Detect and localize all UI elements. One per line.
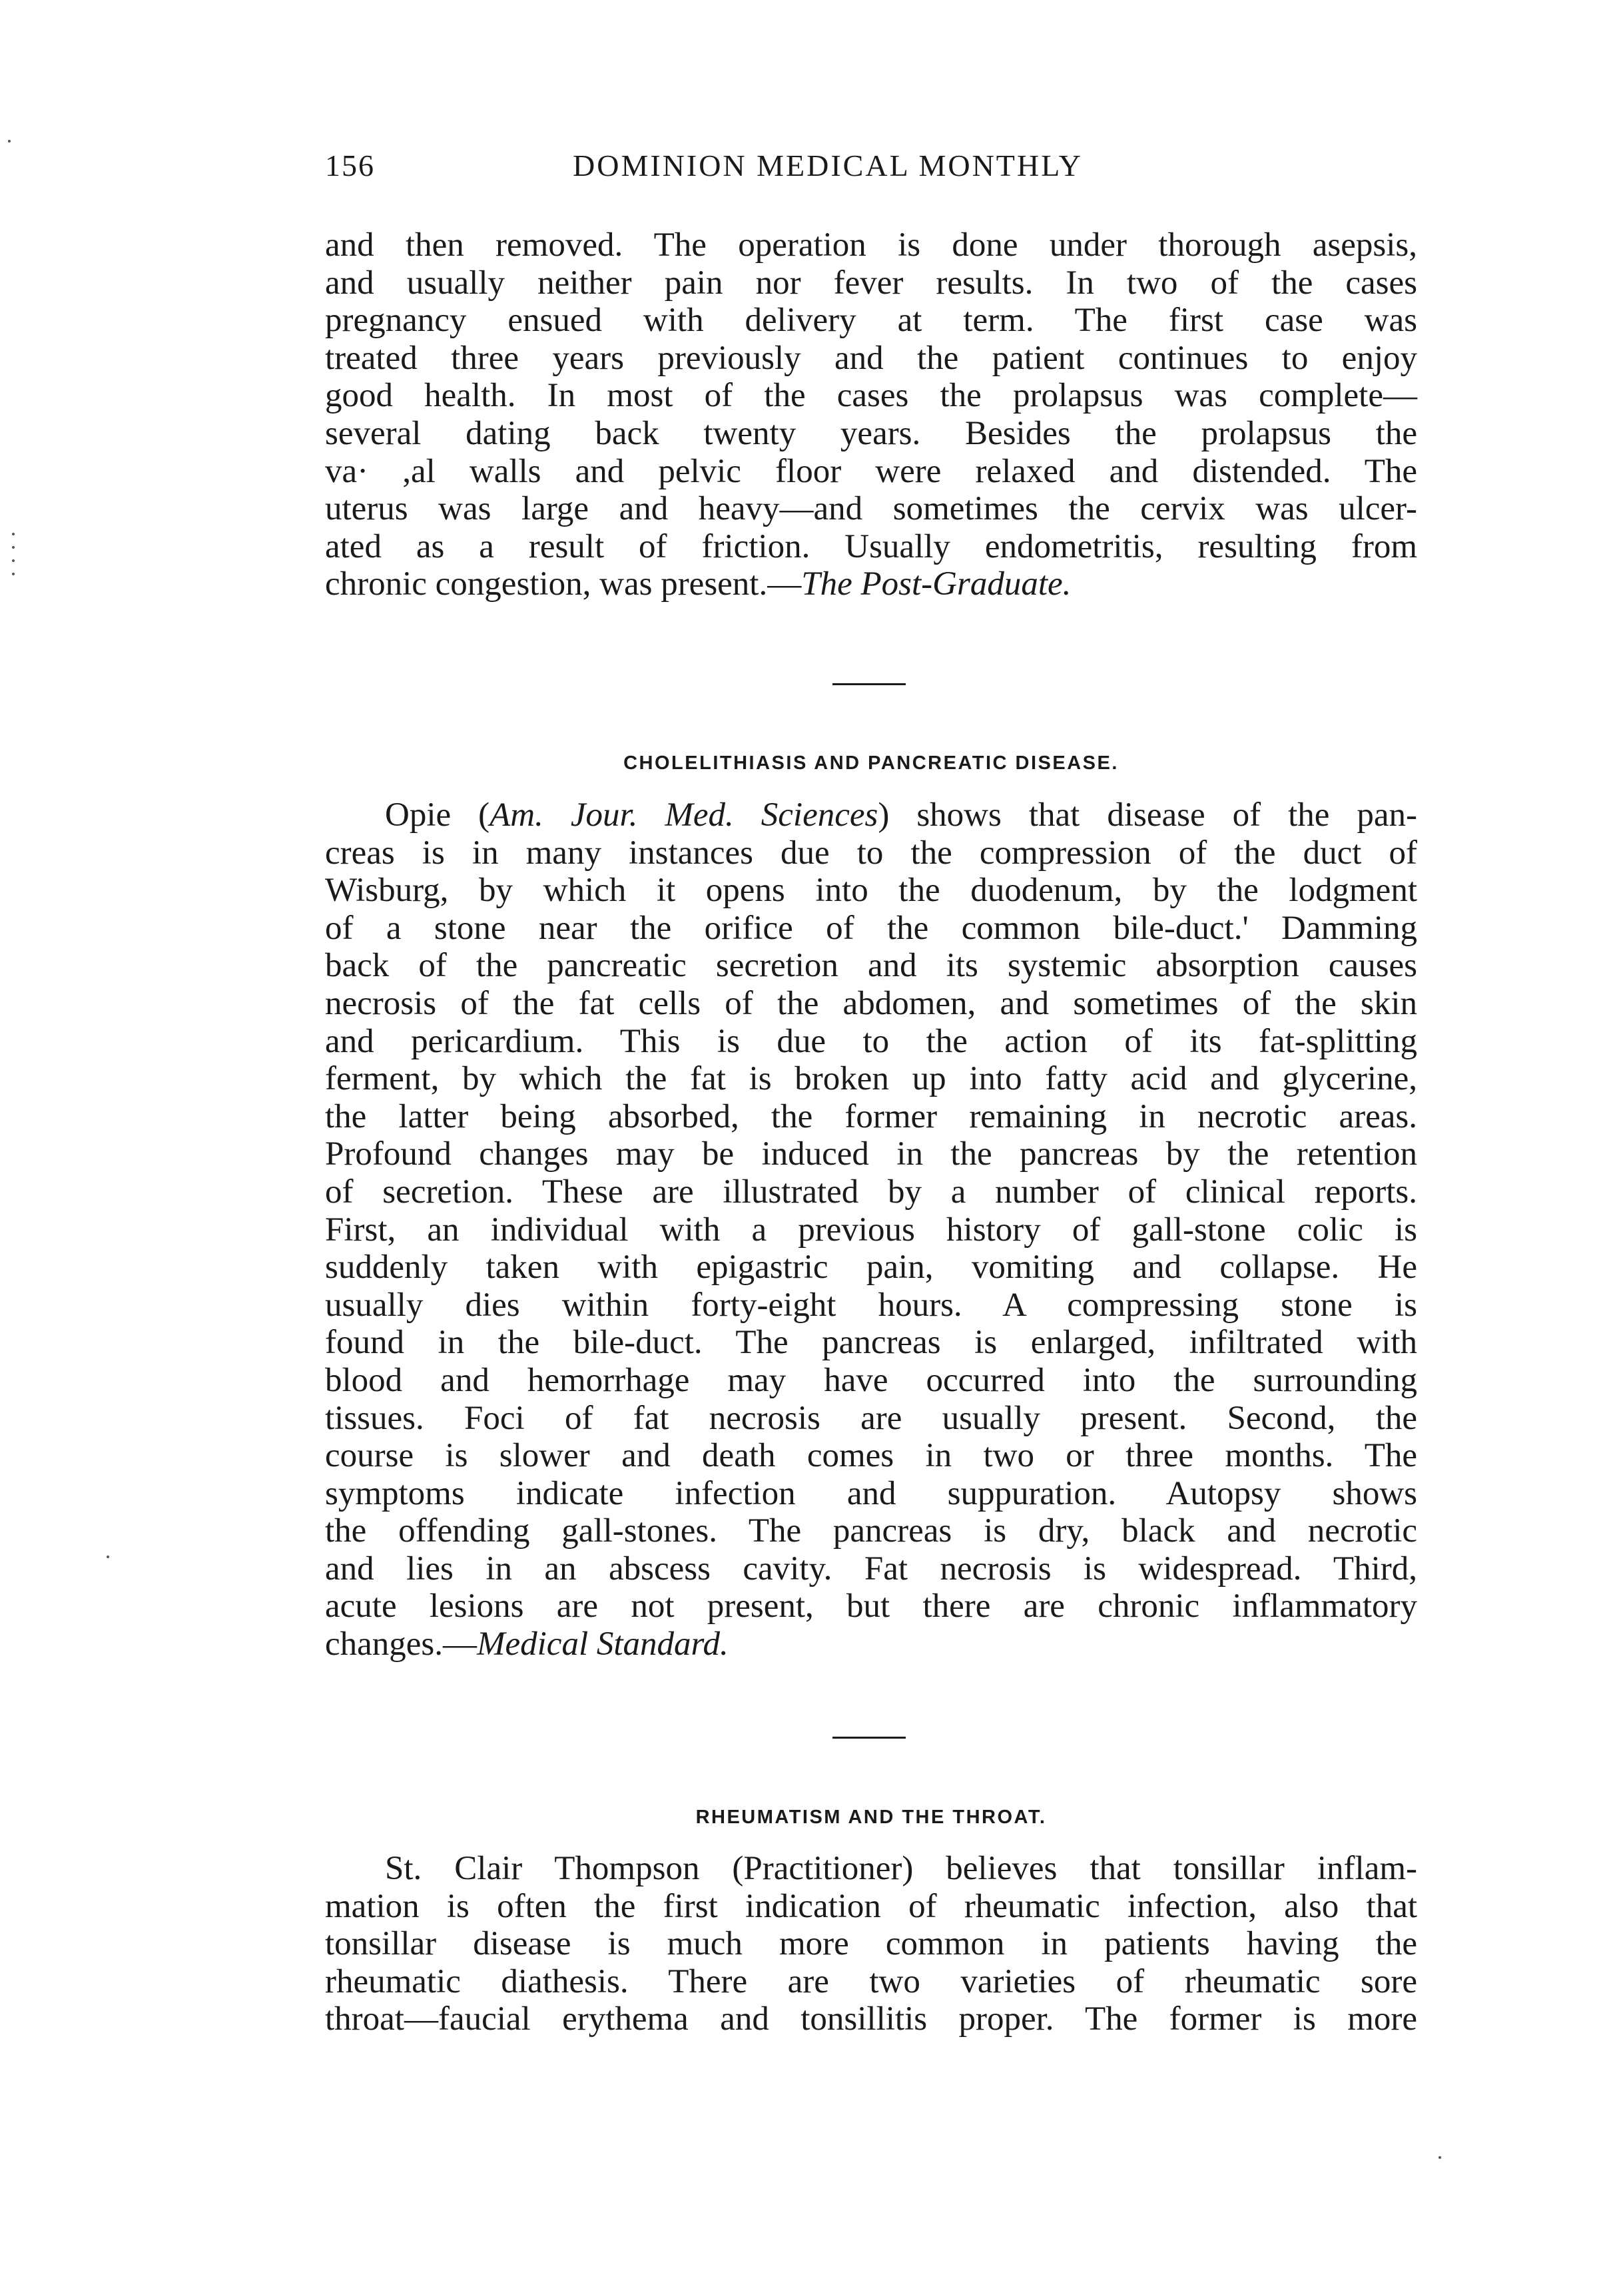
journal-citation: Am. Jour. Med. Sciences (489, 796, 878, 834)
scan-speck (12, 533, 15, 535)
section-divider (832, 1737, 906, 1739)
text-line: and lies in an abscess cavity. Fat necrosis is widespread. Third, (325, 1550, 1417, 1587)
scan-speck (12, 546, 15, 549)
text-line: rheumatic diathesis. There are two varieties of rheumatic sore (325, 1962, 1417, 2000)
text-line: course is slower and death comes in two or three months. The (325, 1437, 1417, 1475)
text-line: uterus was large and heavy—and sometimes the cervix was ulcer- (325, 490, 1417, 528)
text-line: the offending gall-stones. The pancreas is dry, black and necrotic (325, 1512, 1417, 1550)
text-line: tonsillar disease is much more common in patients having the (325, 1925, 1417, 1963)
text-fragment: changes.— (325, 1625, 478, 1663)
section-heading: CHOLELITHIASIS AND PANCREATIC DISEASE. (623, 752, 1119, 774)
text-fragment: ) shows that disease of the pan- (878, 796, 1417, 834)
text-line: the latter being absorbed, the former remaining in necrotic areas. (325, 1097, 1417, 1135)
text-line: back of the pancreatic secretion and its systemic absorption causes (325, 947, 1417, 985)
text-line: good health. In most of the cases the prolapsus was complete— (325, 377, 1417, 415)
section1-paragraph (325, 226, 1417, 603)
scan-speck (107, 1556, 109, 1558)
text-line: St. Clair Thompson (Practitioner) believes that tonsillar inflam- (385, 1850, 1417, 1887)
text-line: blood and hemorrhage may have occurred into the surrounding (325, 1361, 1417, 1399)
text-line: usually dies within forty-eight hours. A compressing stone is (325, 1286, 1417, 1324)
text-line: suddenly taken with epigastric pain, vomiting and collapse. He (325, 1249, 1417, 1287)
source-citation: The Post-Graduate. (801, 565, 1072, 603)
page-header (325, 148, 1417, 194)
scan-speck (12, 559, 15, 562)
text-line: symptoms indicate infection and suppuration. Autopsy shows (325, 1474, 1417, 1512)
text-line (325, 1625, 1417, 1663)
text-line: of secretion. These are illustrated by a number of clinical reports. (325, 1173, 1417, 1211)
scan-speck (8, 140, 11, 143)
text-line: mation is often the first indication of rheumatic infection, also that (325, 1887, 1417, 1925)
section-heading: RHEUMATISM AND THE THROAT. (695, 1807, 1047, 1828)
text-line (325, 796, 1417, 834)
text-line (325, 565, 1417, 603)
text-line: va· ,al walls and pelvic floor were relaxed and distended. The (325, 452, 1417, 490)
source-citation: Medical Standard. (477, 1625, 729, 1663)
text-line: creas is in many instances due to the compression of the duct of (325, 834, 1417, 872)
text-fragment: Opie ( (385, 796, 490, 834)
text-line: acute lesions are not present, but there are chronic inflammatory (325, 1587, 1417, 1625)
text-fragment: chronic congestion, was present.— (325, 565, 802, 603)
text-line: ferment, by which the fat is broken up into fatty acid and glycerine, (325, 1060, 1417, 1098)
text-line: tissues. Foci of fat necrosis are usually present. Second, the (325, 1399, 1417, 1437)
text-line: and then removed. The operation is done under thorough asepsis, (325, 226, 1417, 264)
text-line: pregnancy ensued with delivery at term. The first case was (325, 302, 1417, 340)
text-line: treated three years previously and the patient continues to enjoy (325, 339, 1417, 377)
section3-paragraph (325, 1850, 1417, 2038)
section2-paragraph (325, 796, 1417, 1663)
page-number: 156 (325, 148, 375, 182)
text-line: found in the bile-duct. The pancreas is enlarged, infiltrated with (325, 1324, 1417, 1362)
text-line: ated as a result of friction. Usually endometritis, resulting from (325, 527, 1417, 565)
section-divider (832, 683, 906, 685)
scan-speck (1439, 2156, 1441, 2159)
text-line: of a stone near the orifice of the common bile-duct.' Damming (325, 909, 1417, 947)
text-line: First, an individual with a previous history of gall-stone colic is (325, 1211, 1417, 1249)
text-line: throat—faucial erythema and tonsillitis proper. The former is more (325, 2000, 1417, 2038)
text-line: Profound changes may be induced in the pancreas by the retention (325, 1135, 1417, 1173)
scan-speck (12, 573, 15, 575)
text-line: Wisburg, by which it opens into the duodenum, by the lodgment (325, 872, 1417, 910)
text-line: and pericardium. This is due to the action of its fat-splitting (325, 1022, 1417, 1060)
text-line: and usually neither pain nor fever results. In two of the cases (325, 264, 1417, 302)
text-line: several dating back twenty years. Besides the prolapsus the (325, 414, 1417, 452)
text-line: necrosis of the fat cells of the abdomen, and sometimes of the skin (325, 984, 1417, 1022)
running-title: DOMINION MEDICAL MONTHLY (573, 148, 1083, 182)
